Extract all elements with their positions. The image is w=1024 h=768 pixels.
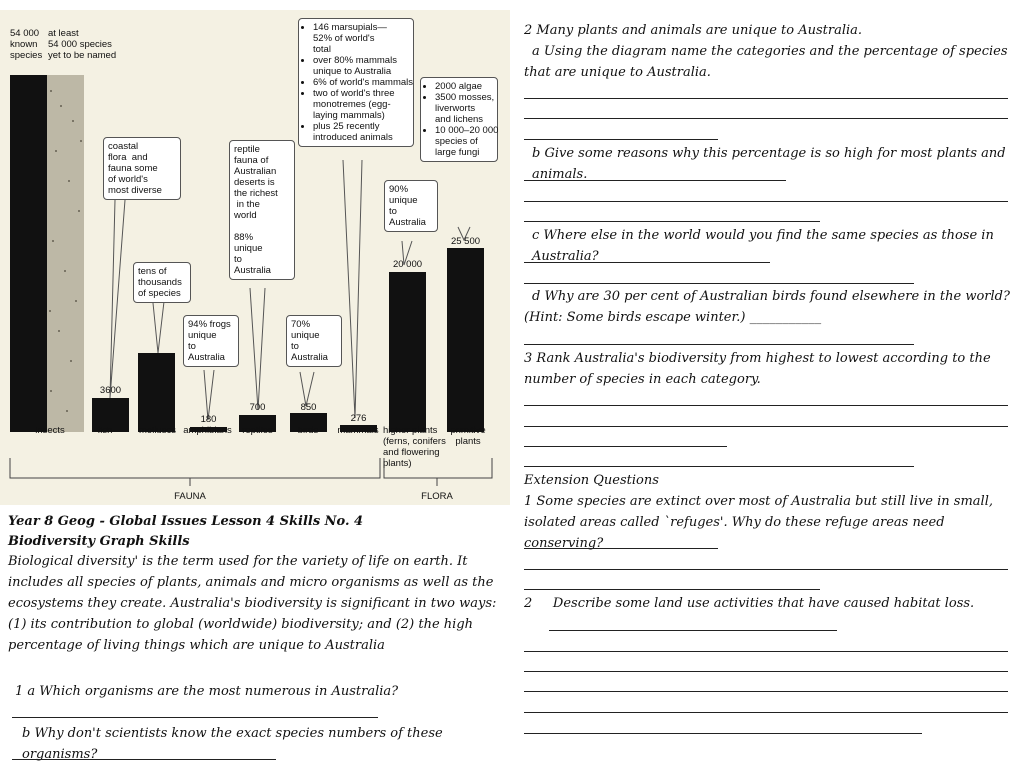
annotation-birds: 70% unique to Australia [286,315,342,367]
answer-line[interactable] [12,759,276,760]
answer-line[interactable] [524,466,914,467]
question-1b: b Why don't scientists know the exact species numbers of these organisms? [22,726,443,762]
annotation-primitive [420,77,498,162]
mammals-note-2: • over 80% mammals unique to Australia [313,55,409,77]
worksheet-title: Year 8 Geog - Global Issues Lesson 4 Skills No. 4 [8,514,364,529]
question-2b: b Give some reasons why this percentage is so high for most plants and animals. [532,146,1006,182]
primitive-note-1: • 2000 algae [435,81,493,92]
annotation-tens: tens of thousands of species [133,262,191,303]
annotation-plants90: 90% unique to Australia [384,180,438,232]
intro-paragraph: Biological diversity' is the term used for the variety of life on earth. It includes all species of plants, animals and micro organisms as well as the ecosystems they create. Australia's biodiversity is significant in two ways: (1) its contribution to global (worldwide) biodiversity; and (2) the high percentage of living things which are unique to Australia [8,554,497,653]
answer-line[interactable] [524,691,1008,692]
value-amphibians: 180 [200,414,217,425]
answer-line[interactable] [12,717,378,718]
answer-line[interactable] [524,446,727,447]
answer-line[interactable] [524,262,770,263]
answer-line[interactable] [524,283,914,284]
question-2c: c Where else in the world would you find the same species as those in Australia? [532,228,994,264]
answer-line[interactable] [549,630,837,631]
known-count: 54 000 [10,28,40,39]
primitive-note-3: • 10 000–20 000 species of large fungi [435,125,493,158]
mammals-note-3: • 6% of world's mammals [313,77,409,88]
category-insects: insects [35,425,65,436]
question-1a: 1 a Which organisms are the most numerous in Australia? [15,684,399,699]
extension-title: Extension Questions [524,473,659,488]
answer-line[interactable] [524,733,922,734]
extension-question-1: 1 Some species are extinct over most of Australia but still live in small, isolated areas called `refuges'. Why do these refuge areas need conserving? [524,494,993,551]
category-amphibians: amphibians [183,425,232,436]
extension-question-2: 2 Describe some land use activities that have caused habitat loss. [524,596,975,611]
answer-line[interactable] [524,405,1008,406]
bar-insects [10,75,47,432]
annotation-frogs: 94% frogs unique to Australia [183,315,239,367]
value-birds: 850 [300,402,317,413]
value-fish: 3600 [99,385,122,396]
answer-line[interactable] [524,221,820,222]
answer-line[interactable] [524,651,1008,652]
value-higher-plants: 20 000 [392,259,423,270]
unnamed-label: at least 54 000 species yet to be named [48,28,117,61]
answer-line[interactable] [524,548,718,549]
category-primitive-plants: primitive plants [450,425,486,447]
answer-line[interactable] [524,118,1008,119]
category-higher-plants: higher plants (ferns, conifers and flowering plants) [383,425,446,469]
answer-line[interactable] [524,671,1008,672]
answer-line[interactable] [524,180,786,181]
answer-line[interactable] [524,569,1008,570]
value-reptiles: 700 [249,402,266,413]
category-reptiles: reptiles [242,425,273,436]
answer-line[interactable] [524,139,718,140]
category-mammals: mammals [337,425,379,436]
bar-molluscs [138,353,175,432]
group-flora: FLORA [421,491,453,502]
value-primitive-plants: 25 500 [450,236,481,247]
question-2d: d Why are 30 per cent of Australian birds found elsewhere in the world? (Hint: Some birds escape winter.) ___________ [524,289,1010,325]
biodiversity-figure [0,10,510,505]
answer-line[interactable] [524,589,820,590]
annotation-coastal: coastal flora and fauna some of world's most diverse [103,137,181,200]
question-2a: a Using the diagram name the categories and the percentage of species that are unique to Australia. [524,44,1008,80]
answer-line[interactable] [524,344,914,345]
mammals-note-1: • 146 marsupials— 52% of world's total [313,22,409,55]
category-birds: birds [297,425,319,436]
bar-primitive-plants [447,248,484,432]
answer-line[interactable] [524,712,1008,713]
category-fish: fish [97,425,113,436]
annotation-mammals [298,18,414,147]
category-molluscs: molluscs [139,425,176,436]
question-3: 3 Rank Australia's biodiversity from highest to lowest according to the number of species in each category. [524,351,991,387]
bar-insects-unnamed [47,75,84,432]
worksheet-subtitle: Biodiversity Graph Skills [8,534,190,549]
mammals-note-4: • two of world's three monotremes (egg- laying mammals) [313,88,409,121]
answer-line[interactable] [524,426,1008,427]
primitive-note-2: • 3500 mosses, liverworts and lichens [435,92,493,125]
bar-higher-plants [389,272,426,432]
answer-line[interactable] [524,201,1008,202]
answer-line[interactable] [524,98,1008,99]
known-label: known species [10,39,43,61]
value-mammals: 276 [350,413,367,424]
question-2: 2 Many plants and animals are unique to Australia. [524,23,863,38]
mammals-note-5: • plus 25 recently introduced animals [313,121,409,143]
annotation-reptile: reptile fauna of Australian deserts is the richest in the world 88% unique to Australia [229,140,295,280]
group-fauna: FAUNA [174,491,206,502]
